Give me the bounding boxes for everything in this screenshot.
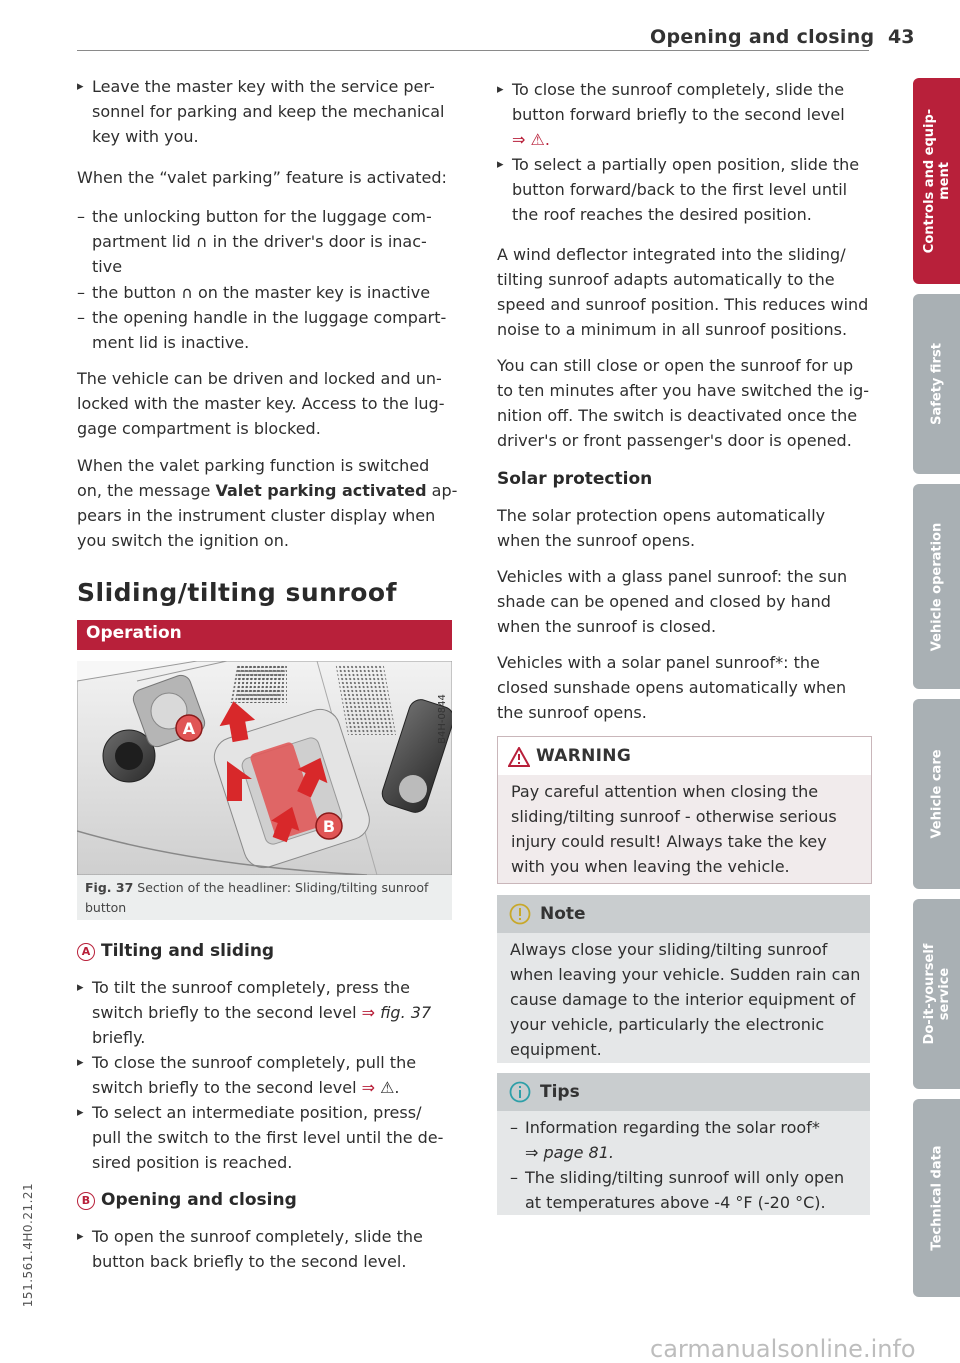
text-line: briefly. [92, 1028, 146, 1047]
bullet-close-slide [497, 77, 872, 152]
bullet-tilt-completely [77, 975, 452, 1050]
note-exclamation-icon [509, 903, 531, 925]
text-line: A wind deflector integrated into the sliding/ [497, 245, 846, 264]
text-line: partment lid ∩ in the driver's door is inac- [92, 232, 427, 251]
text-line: speed and sunroof position. This reduces wind [497, 295, 869, 314]
heading-solar-protection: Solar protection [497, 469, 653, 489]
figure-ref-link[interactable]: fig. 37 [380, 1003, 432, 1022]
paragraph-vehicle-driven [77, 366, 444, 441]
bullet-leave-master-key [77, 74, 452, 149]
bullet-close-completely [77, 1050, 452, 1100]
text-line: Vehicles with a solar panel sunroof*: the [497, 653, 820, 672]
valet-intro: When the “valet parking” feature is activated: [77, 168, 447, 187]
caption-text: Section of the headliner: Sliding/tilting sunroof button [85, 880, 429, 915]
tips-header [497, 1073, 870, 1111]
text-line: Pay careful attention when closing the [511, 782, 819, 801]
tab-controls-equipment[interactable] [913, 78, 960, 284]
note-box [497, 895, 870, 1063]
text-line: The vehicle can be driven and locked and un- [77, 369, 442, 388]
text-line: ▸ Leave the master key with the service per- [92, 77, 435, 96]
warning-title: WARNING [536, 746, 632, 766]
text-line: – Information regarding the solar roof* [525, 1118, 820, 1137]
text-fragment: switch briefly to the second level [92, 1078, 362, 1097]
text-line: to ten minutes after you have switched the ig- [497, 381, 869, 400]
text-line: gage compartment is blocked. [77, 419, 321, 438]
heading-opening-closing [77, 1190, 297, 1210]
note-header [497, 895, 870, 933]
header-rule [77, 50, 869, 51]
paragraph-glass-panel [497, 564, 847, 639]
text-line: You can still close or open the sunroof for up [497, 356, 854, 375]
document-code [18, 1160, 38, 1330]
heading-text: Opening and closing [101, 1190, 297, 1210]
bullet-partially-open [497, 152, 872, 227]
text-line: button forward briefly to the second level [512, 105, 845, 124]
tab-label: Safety first [929, 343, 944, 425]
text-line: ▸ To open the sunroof completely, slide the [92, 1227, 423, 1246]
warning-box [497, 736, 872, 884]
document-code-text: 151.561.4H0.21.21 [21, 1182, 35, 1308]
subsection-title: Operation [86, 623, 182, 643]
text-line: sliding/tilting sunroof - otherwise serious [511, 807, 837, 826]
text-fragment: on, the message [77, 481, 216, 500]
paragraph-solar-auto [497, 503, 825, 553]
paragraph-wind-deflector [497, 242, 868, 342]
tab-label: Do-it-yourself service [921, 943, 952, 1045]
bullet-intermediate-position [77, 1100, 452, 1175]
tab-do-it-yourself[interactable] [913, 899, 960, 1089]
text-line: – the button ∩ on the master key is inactive [92, 283, 431, 302]
text-line: tive [92, 257, 123, 276]
text-line: when the sunroof is closed. [497, 617, 717, 636]
tips-title: Tips [540, 1082, 580, 1102]
text-line: when the sunroof opens. [497, 531, 696, 550]
tab-label: Vehicle care [929, 749, 944, 839]
marker-a: A [77, 943, 95, 961]
text-line: key with you. [92, 127, 199, 146]
tip-temperature [510, 1165, 875, 1215]
text-line: button back briefly to the second level. [92, 1252, 407, 1271]
text-line: the sunroof opens. [497, 703, 647, 722]
info-icon [509, 1081, 531, 1103]
text-line [92, 1000, 452, 1025]
bullet-open-completely [77, 1224, 452, 1274]
text-line: When the valet parking function is switched [77, 456, 430, 475]
text-line: sonnel for parking and keep the mechanical [92, 102, 445, 121]
text-line: – the opening handle in the luggage compart- [92, 308, 447, 327]
text-line: locked with the master key. Access to the lug- [77, 394, 445, 413]
text-line: ▸ To close the sunroof completely, slide the [512, 80, 845, 99]
text-line [92, 1075, 452, 1100]
figure-caption [77, 875, 452, 920]
text-line: your vehicle, particularly the electronic [510, 1015, 825, 1034]
note-body [510, 937, 860, 1062]
text-fragment: switch briefly to the second level [92, 1003, 362, 1022]
text-line: the roof reaches the desired position. [512, 205, 812, 224]
section-title: Sliding/tilting sunroof [77, 578, 397, 607]
text-line: – the unlocking button for the luggage com- [92, 207, 432, 226]
tab-safety-first[interactable] [913, 294, 960, 474]
warning-ref-link[interactable]: ⚠. [375, 1078, 400, 1097]
tab-label: Controls and equip- ment [921, 108, 952, 254]
paragraph-solar-panel [497, 650, 846, 725]
warning-ref-link[interactable]: ⇒ ⚠. [512, 130, 550, 149]
paragraph-ten-minutes [497, 353, 869, 453]
tab-technical-data[interactable] [913, 1099, 960, 1297]
text-line: with you when leaving the vehicle. [511, 857, 790, 876]
text-line [77, 478, 457, 503]
text-line: Always close your sliding/tilting sunroof [510, 940, 828, 959]
text-line: shade can be opened and closed by hand [497, 592, 831, 611]
subsection-bar [77, 620, 452, 650]
text-line: noise to a minimum in all sunroof positions. [497, 320, 848, 339]
warning-header [498, 737, 871, 775]
text-line: The solar protection opens automatically [497, 506, 826, 525]
tab-label: Technical data [929, 1145, 944, 1251]
figure-label-b: B [322, 817, 336, 836]
dash-item-master-key-button [77, 280, 452, 305]
warning-triangle-icon [508, 747, 530, 767]
tips-box [497, 1073, 870, 1215]
text-line: cause damage to the interior equipment of [510, 990, 856, 1009]
text-line: when leaving your vehicle. Sudden rain can [510, 965, 861, 984]
text-line: tilting sunroof adapts automatically to the [497, 270, 835, 289]
text-line: closed sunshade opens automatically when [497, 678, 847, 697]
marker-b: B [77, 1192, 95, 1210]
text-line: button forward/back to the first level until [512, 180, 848, 199]
paragraph-valet-message [77, 453, 457, 553]
page-ref-link[interactable]: ⇒ page 81. [525, 1143, 614, 1162]
text-line: ▸ To tilt the sunroof completely, press the [92, 978, 410, 997]
dash-item-unlocking-button [77, 204, 452, 279]
text-line: ▸ To select an intermediate position, press/ [92, 1103, 422, 1122]
text-line: pull the switch to the first level until the de- [92, 1128, 444, 1147]
text-line: – The sliding/tilting sunroof will only open [525, 1168, 845, 1187]
cross-ref-arrow: ⇒ [361, 1003, 375, 1022]
text-line: equipment. [510, 1040, 602, 1059]
tab-label: Vehicle operation [929, 522, 944, 651]
figure-number: Fig. 37 [85, 880, 134, 895]
text-line: Vehicles with a glass panel sunroof: the sun [497, 567, 848, 586]
note-title: Note [540, 904, 586, 924]
tip-solar-roof [510, 1115, 875, 1165]
tab-vehicle-operation[interactable] [913, 484, 960, 689]
text-line: ▸ To close the sunroof completely, pull the [92, 1053, 417, 1072]
figure-sunroof-button [77, 661, 452, 875]
text-line: at temperatures above -4 °F (-20 °C). [525, 1193, 826, 1212]
text-line: pears in the instrument cluster display when [77, 506, 436, 525]
valet-message-text: Valet parking activated [215, 481, 427, 500]
page-number: 43 [888, 26, 915, 48]
tab-vehicle-care[interactable] [913, 699, 960, 889]
cross-ref-arrow: ⇒ [361, 1078, 375, 1097]
heading-text: Tilting and sliding [101, 941, 275, 961]
text-fragment: ap- [426, 481, 458, 500]
text-line: injury could result! Always take the key [511, 832, 827, 851]
warning-body [498, 775, 871, 883]
watermark: carmanualsonline.info [650, 1335, 916, 1363]
text-line: driver's or front passenger's door is opened. [497, 431, 852, 450]
running-header-title: Opening and closing [650, 26, 875, 48]
text-line: ment lid is inactive. [92, 333, 250, 352]
heading-tilting-sliding [77, 941, 274, 961]
figure-illustration [77, 661, 452, 875]
figure-label-a: A [182, 719, 196, 738]
text-line: ▸ To select a partially open position, slide the [512, 155, 860, 174]
text-line: you switch the ignition on. [77, 531, 289, 550]
figure-code: B4H-0844 [437, 694, 448, 744]
text-line: sired position is reached. [92, 1153, 293, 1172]
text-line: nition off. The switch is deactivated once the [497, 406, 858, 425]
dash-item-opening-handle [77, 305, 452, 355]
